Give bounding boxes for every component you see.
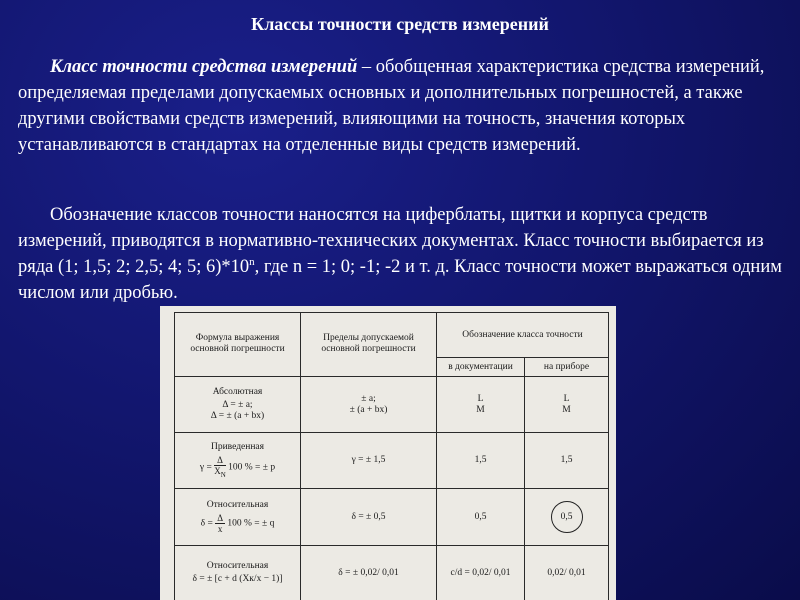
designation-text-after: , где n = 1; 0; -1; -2 и т. д. Класс точности может выражаться одним числом или дробью.: [18, 257, 782, 303]
table-row: [175, 433, 609, 489]
class-circle-mark: 0,5: [551, 501, 583, 533]
definition-term: Класс точности средства измерений: [50, 57, 358, 77]
limits-cell: ± a; ± (a + bx): [301, 376, 437, 432]
error-type-label: Приведенная: [210, 441, 265, 452]
table-row: [175, 489, 609, 545]
formula-numerator: Δ: [217, 513, 223, 524]
on-device-cell: [525, 489, 609, 545]
formula-left: γ =: [199, 462, 212, 473]
formula-cell: [175, 489, 301, 545]
formula-cell: [175, 433, 301, 489]
in-docs-cell: c/d = 0,02/ 0,01: [437, 545, 525, 600]
in-docs-cell: 0,5: [437, 489, 525, 545]
designation-exponent: n: [249, 255, 255, 268]
header-designation: Обозначение класса точности: [437, 313, 609, 358]
on-device-cell: 1,5: [525, 433, 609, 489]
limits-cell: δ = ± 0,02/ 0,01: [301, 545, 437, 600]
accuracy-class-table-image: [160, 306, 616, 600]
formula-cell: [175, 545, 301, 600]
formula-line: Δ = ± a;: [222, 400, 253, 411]
header-on-device: на приборе: [525, 358, 609, 377]
formula-line: Δ = ± (a + bx): [210, 411, 265, 422]
definition-paragraph: [18, 54, 788, 158]
formula-right: 100 % = ± p: [228, 462, 276, 473]
class-letter: L: [477, 393, 484, 404]
limits-cell: γ = ± 1,5: [301, 433, 437, 489]
formula-left: δ =: [200, 518, 213, 529]
in-docs-cell: [437, 376, 525, 432]
formula-numerator: Δ: [214, 455, 226, 466]
designation-text-before: Обозначение классов точности наносятся на циферблаты, щитки и корпуса средств измерений, приводятся в нормативно-технических документах. Класс точности выбирается из ряда (1; 1,5; 2; 2,5; 4; 5; 6)*10: [18, 205, 764, 277]
designation-paragraph: [18, 202, 788, 306]
on-device-cell: [525, 376, 609, 432]
error-type-label: Относительная: [206, 500, 269, 511]
header-in-docs: в документации: [437, 358, 525, 377]
formula-denominator: x: [217, 524, 223, 535]
slide-title: Классы точности средств измерений: [251, 14, 549, 34]
class-letter: L: [563, 393, 570, 404]
header-limits: Пределы допускаемой основной погрешности: [301, 313, 437, 377]
formula-right: 100 % = ± q: [227, 518, 275, 529]
in-docs-cell: 1,5: [437, 433, 525, 489]
formula-cell: [175, 376, 301, 432]
error-type-label: Абсолютная: [212, 387, 263, 398]
formula-line: δ = ± [c + d (Xк/x − 1)]: [192, 574, 283, 585]
table-row: [175, 545, 609, 600]
limits-cell: δ = ± 0,5: [301, 489, 437, 545]
on-device-cell: 0,02/ 0,01: [525, 545, 609, 600]
accuracy-class-table: [174, 312, 609, 600]
class-letter: M: [562, 404, 571, 415]
error-type-label: Относительная: [206, 561, 269, 572]
formula-denominator-sub: N: [220, 470, 226, 479]
class-letter: M: [476, 404, 485, 415]
header-formula: Формула выражения основной погрешности: [175, 313, 301, 377]
definition-text: – обобщенная характеристика средства измерений, определяемая пределами допускаемых основных и дополнительных погрешностей, а также другими свойствами средств измерений, влияющими на точность, значения которых устанавливаются в стандартах на отделенные виды средств измерений.: [18, 57, 765, 155]
table-row: [175, 376, 609, 432]
formula-denominator: X: [214, 465, 221, 476]
